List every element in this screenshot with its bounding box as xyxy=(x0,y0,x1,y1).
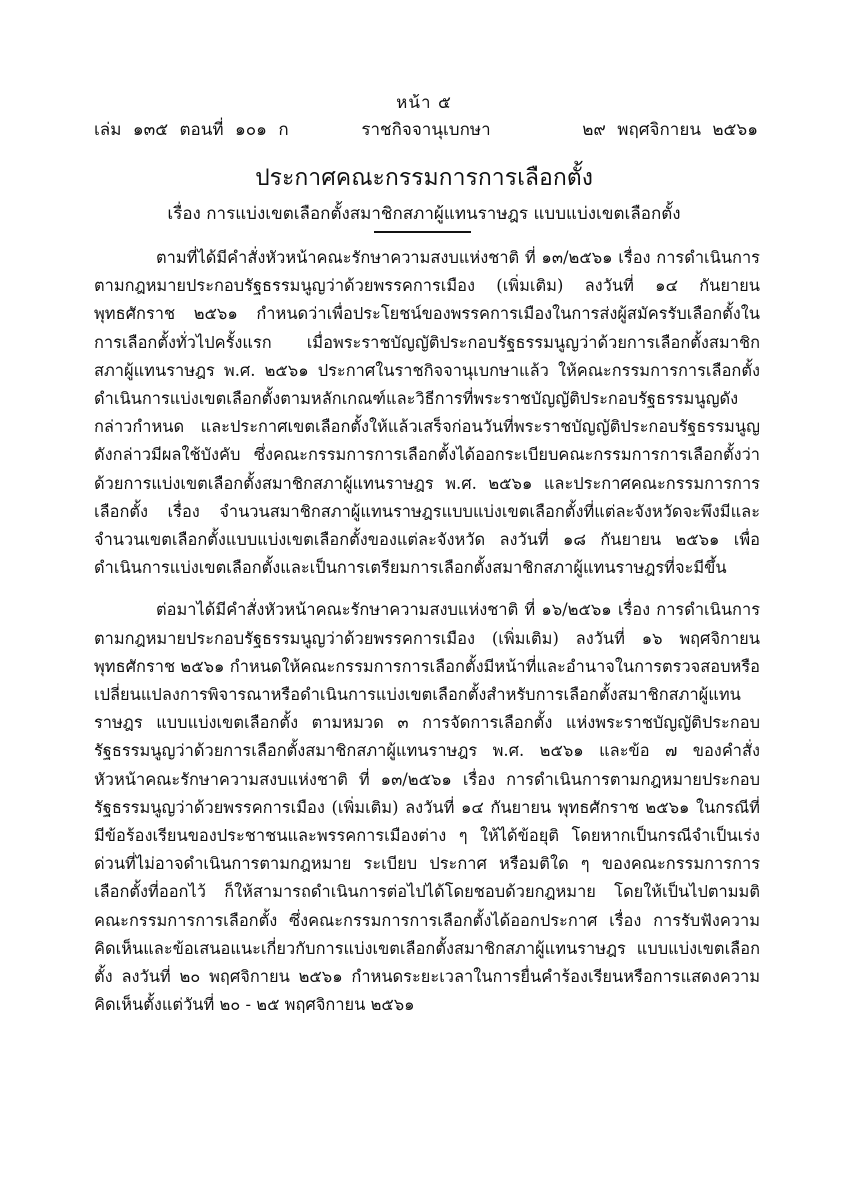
gazette-date: ๒๙ พฤศจิกายน ๒๕๖๑ xyxy=(582,120,758,140)
paragraph-1: ตามที่ได้มีคำสั่งหัวหน้าคณะรักษาความสงบแห่งชาติ ที่ ๑๓/๒๕๖๑ เรื่อง การดำเนินการตามกฎหมายประกอบรัฐธรรมนูญว่าด้วยพรรคการเมือง (เพิ่มเติม) ลงวันที่ ๑๔ กันยายน พุทธศักราช ๒๕๖๑ กำหนดว่าเพื่อประโยชน์ของพรรคการเมืองในการส่งผู้สมัครรับเลือกตั้งในการเลือกตั้งทั่วไปครั้งแรก เมื่อพระราชบัญญัติประกอบรัฐธรรมนูญว่าด้วยการเลือกตั้งสมาชิกสภาผู้แทนราษฎร พ.ศ. ๒๕๖๑ ประกาศในราชกิจจานุเบกษาแล้ว ให้คณะกรรมการการเลือกตั้งดำเนินการแบ่งเขตเลือกตั้งตามหลักเกณฑ์และวิธีการที่พระราชบัญญัติประกอบรัฐธรรมนูญดังกล่าวกำหนด และประกาศเขตเลือกตั้งให้แล้วเสร็จก่อนวันที่พระราชบัญญัติประกอบรัฐธรรมนูญดังกล่าวมีผลใช้บังคับ ซึ่งคณะกรรมการการเลือกตั้งได้ออกระเบียบคณะกรรมการการเลือกตั้งว่าด้วยการแบ่งเขตเลือกตั้งสมาชิกสภาผู้แทนราษฎร พ.ศ. ๒๕๖๑ และประกาศคณะกรรมการการเลือกตั้ง เรื่อง จำนวนสมาชิกสภาผู้แทนราษฎรแบบแบ่งเขตเลือกตั้งที่แต่ละจังหวัดจะพึงมีและจำนวนเขตเลือกตั้งแบบแบ่งเขตเลือกตั้งของแต่ละจังหวัด ลงวันที่ ๑๘ กันยายน ๒๕๖๑ เพื่อดำเนินการแบ่งเขตเลือกตั้งและเป็นการเตรียมการเลือกตั้งสมาชิกสภาผู้แทนราษฎรที่จะมีขึ้น xyxy=(94,248,760,578)
volume-issue: เล่ม ๑๓๕ ตอนที่ ๑๐๑ ก xyxy=(94,120,289,140)
announcement-title: ประกาศคณะกรรมการการเลือกตั้ง xyxy=(255,165,593,191)
page-number: หน้า ๕ xyxy=(396,93,452,113)
gazette-header xyxy=(94,116,758,140)
paragraph-2: ต่อมาได้มีคำสั่งหัวหน้าคณะรักษาความสงบแห่งชาติ ที่ ๑๖/๒๕๖๑ เรื่อง การดำเนินการตามกฎหมายประกอบรัฐธรรมนูญว่าด้วยพรรคการเมือง (เพิ่มเติม) ลงวันที่ ๑๖ พฤศจิกายน พุทธศักราช ๒๕๖๑ กำหนดให้คณะกรรมการการเลือกตั้งมีหน้าที่และอำนาจในการตรวจสอบหรือเปลี่ยนแปลงการพิจารณาหรือดำเนินการแบ่งเขตเลือกตั้งสำหรับการเลือกตั้งสมาชิกสภาผู้แทนราษฎร แบบแบ่งเขตเลือกตั้ง ตามหมวด ๓ การจัดการเลือกตั้ง แห่งพระราชบัญญัติประกอบรัฐธรรมนูญว่าด้วยการเลือกตั้งสมาชิกสภาผู้แทนราษฎร พ.ศ. ๒๕๖๑ และข้อ ๗ ของคำสั่งหัวหน้าคณะรักษาความสงบแห่งชาติ ที่ ๑๓/๒๕๖๑ เรื่อง การดำเนินการตามกฎหมายประกอบรัฐธรรมนูญว่าด้วยพรรคการเมือง (เพิ่มเติม) ลงวันที่ ๑๔ กันยายน พุทธศักราช ๒๕๖๑ ในกรณีที่มีข้อร้องเรียนของประชาชนและพรรคการเมืองต่าง ๆ ให้ได้ข้อยุติ โดยหากเป็นกรณีจำเป็นเร่งด่วนที่ไม่อาจดำเนินการตามกฎหมาย ระเบียบ ประกาศ หรือมติใด ๆ ของคณะกรรมการการเลือกตั้งที่ออกไว้ ก็ให้สามารถดำเนินการต่อไปได้โดยชอบด้วยกฎหมาย โดยให้เป็นไปตามมติคณะกรรมการการเลือกตั้ง ซึ่งคณะกรรมการการเลือกตั้งได้ออกประกาศ เรื่อง การรับฟังความคิดเห็นและข้อเสนอแนะเกี่ยวกับการแบ่งเขตเลือกตั้งสมาชิกสภาผู้แทนราษฎร แบบแบ่งเขตเลือกตั้ง ลงวันที่ ๒๐ พฤศจิกายน ๒๕๖๑ กำหนดระยะเวลาในการยื่นคำร้องเรียนหรือการแสดงความคิดเห็นตั้งแต่วันที่ ๒๐ - ๒๕ พฤศจิกายน ๒๕๖๑ xyxy=(94,600,760,1015)
announcement-subject: เรื่อง การแบ่งเขตเลือกตั้งสมาชิกสภาผู้แทนราษฎร แบบแบ่งเขตเลือกตั้ง xyxy=(167,204,681,224)
gazette-name: ราชกิจจานุเบกษา xyxy=(361,120,491,140)
announcement-body xyxy=(94,244,760,1019)
title-divider xyxy=(374,231,471,233)
